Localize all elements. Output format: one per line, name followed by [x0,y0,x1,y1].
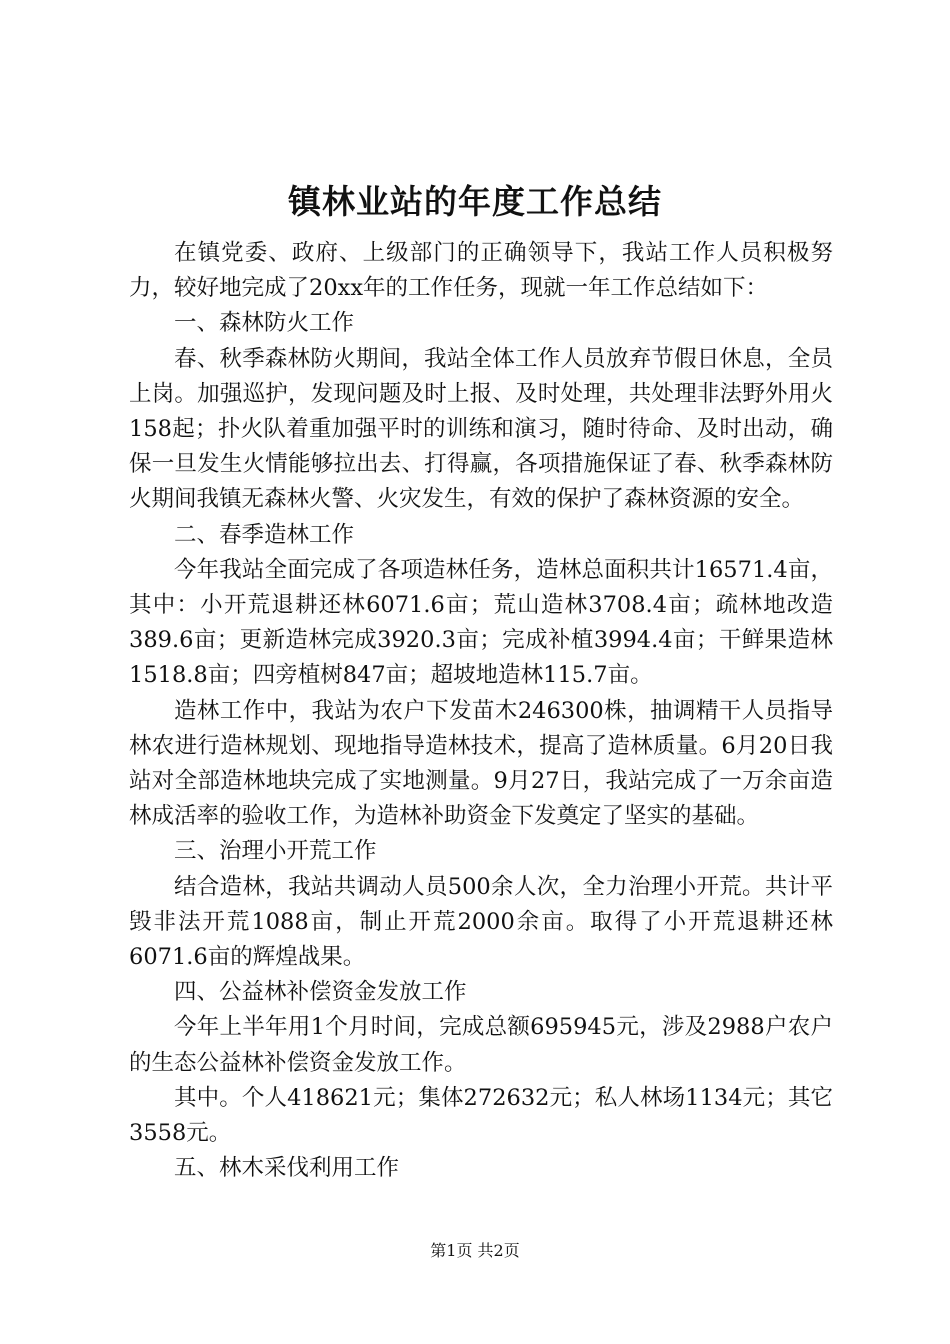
compensation-breakdown-paragraph: 其中。个人418621元；集体272632元；私人林场1134元；其它3558元。 [129,1084,833,1147]
document-title: 镇林业站的年度工作总结 [288,182,662,221]
section-heading-logging: 五、林木采伐利用工作 [174,1155,400,1182]
section-heading-land-reclamation: 三、治理小开荒工作 [174,838,377,865]
document-body [129,236,833,1186]
section-heading-fire-prevention: 一、森林防火工作 [174,310,355,337]
afforestation-area-paragraph: 今年我站全面完成了各项造林任务，造林总面积共计16571.4亩，其中：小开荒退耕还林6071.6亩；荒山造林3708.4亩；疏林地改造389.6亩；更新造林完成3920.3亩；完成补植3994.4亩；干鲜果造林1518.8亩；四旁植树847亩；超坡地造林115.7亩。 [129,556,833,689]
section-heading-spring-afforestation: 二、春季造林工作 [174,521,355,548]
compensation-total-paragraph: 今年上半年用1个月时间，完成总额695945元，涉及2988户农户的生态公益林补偿资金发放工作。 [129,1014,833,1076]
afforestation-work-paragraph: 造林工作中，我站为农户下发苗木246300株，抽调精干人员指导林农进行造林规划、现地指导造林技术，提高了造林质量。6月20日我站对全部造林地块完成了实地测量。9月27日，我站完成了一万余亩造林成活率的验收工作，为造林补助资金下发奠定了坚实的基础。 [129,697,833,830]
land-reclamation-paragraph: 结合造林，我站共调动人员500余人次，全力治理小开荒。共计平毁非法开荒1088亩，制止开荒2000余亩。取得了小开荒退耕还林6071.6亩的辉煌战果。 [129,873,833,971]
section-heading-compensation: 四、公益林补偿资金发放工作 [174,979,467,1006]
intro-paragraph: 在镇党委、政府、上级部门的正确领导下，我站工作人员积极努力，较好地完成了20xx年的工作任务，现就一年工作总结如下： [129,240,833,302]
fire-prevention-paragraph: 春、秋季森林防火期间，我站全体工作人员放弃节假日休息，全员上岗。加强巡护，发现问题及时上报、及时处理，共处理非法野外用火158起；扑火队着重加强平时的训练和演习，随时待命、及时出动，确保一旦发生火情能够拉出去、打得赢，各项措施保证了春、秋季森林防火期间我镇无森林火警、火灾发生，有效的保护了森林资源的安全。 [129,345,833,513]
page-footer: 第1页 共2页 [430,1241,520,1260]
